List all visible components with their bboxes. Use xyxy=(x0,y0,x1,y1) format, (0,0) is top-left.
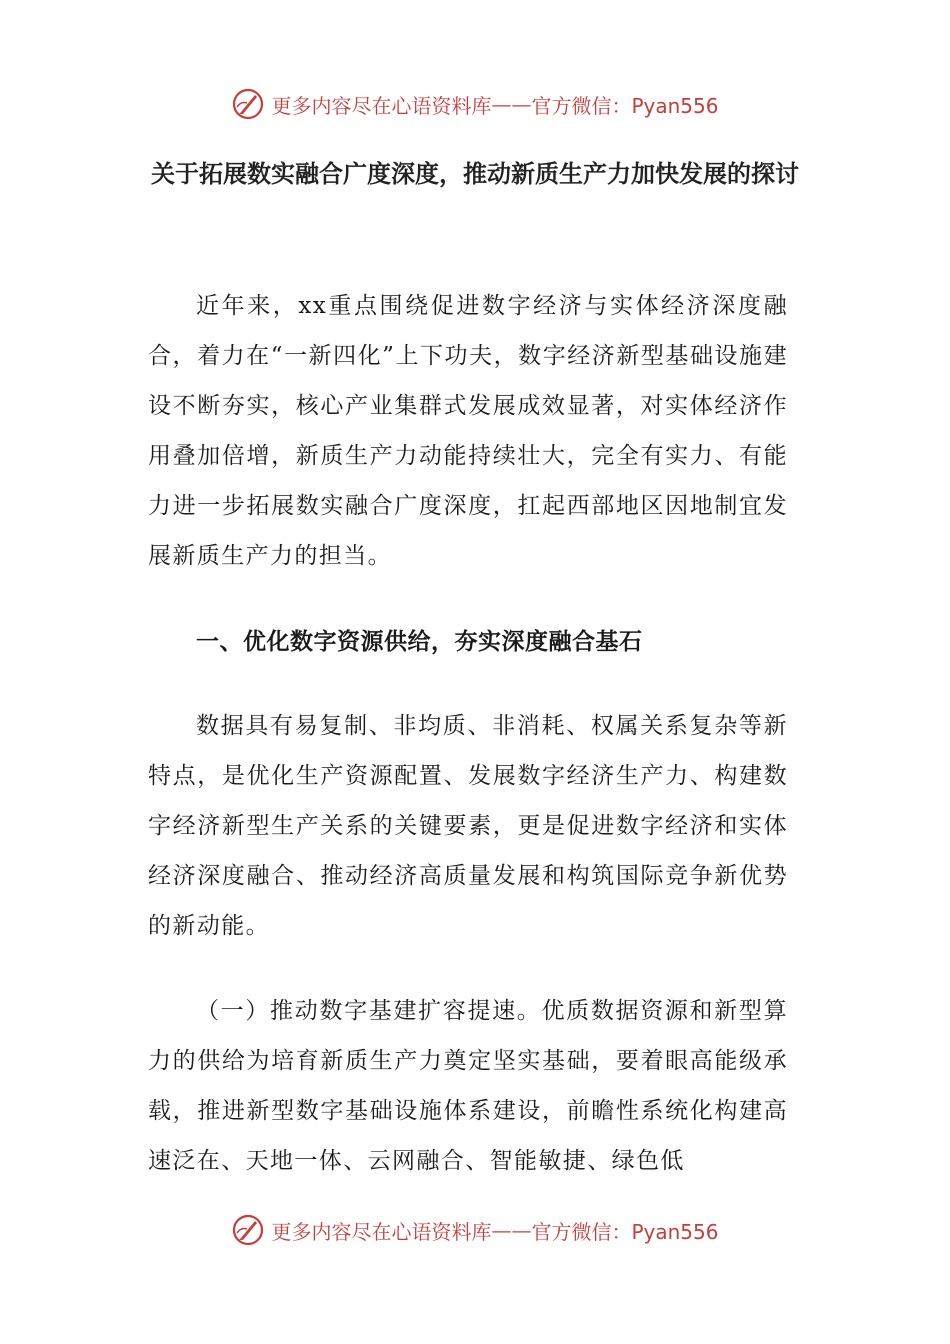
section1-paragraph-1: 数据具有易复制、非均质、非消耗、权属关系复杂等新特点，是优化生产资源配置、发展数字经济生产力、构建数字经济新型生产关系的关键要素，更是促进数字经济和实体经济深度融合、推动经济高质量发展和构筑国际竞争新优势的新动能。 xyxy=(148,713,788,939)
watermark-text: 更多内容尽在心语资料库 xyxy=(271,93,492,118)
watermark-text: 更多内容尽在心语资料库 xyxy=(271,1219,492,1244)
watermark-separator: —— xyxy=(491,92,532,116)
watermark-header xyxy=(0,84,950,124)
quill-circle-logo-icon xyxy=(231,87,265,121)
section-heading-1: 一、优化数字资源供给，夯实深度融合基石 xyxy=(196,629,643,655)
section1-paragraph-2: （一）推动数字基建扩容提速。优质数据资源和新型算力的供给为培育新质生产力奠定坚实基础，要着眼高能级承载，推进新型数字基础设施体系建设，前瞻性系统化构建高速泛在、天地一体、云网融合、智能敏捷、绿色低 xyxy=(148,998,788,1174)
document-title: 关于拓展数实融合广度深度，推动新质生产力加快发展的探讨 xyxy=(151,160,799,188)
quill-circle-logo-icon xyxy=(231,1213,265,1247)
watermark-separator: —— xyxy=(491,1218,532,1242)
watermark-contact: 官方微信：Pyan556 xyxy=(531,93,719,118)
watermark-footer xyxy=(0,1210,950,1250)
intro-paragraph: 近年来，xx重点围绕促进数字经济与实体经济深度融合，着力在“一新四化”上下功夫，数字经济新型基础设施建设不断夯实，核心产业集群式发展成效显著，对实体经济作用叠加倍增，新质生产力动能持续壮大，完全有实力、有能力进一步拓展数实融合广度深度，扛起西部地区因地制宜发展新质生产力的担当。 xyxy=(148,293,788,569)
watermark-contact: 官方微信：Pyan556 xyxy=(531,1219,719,1244)
